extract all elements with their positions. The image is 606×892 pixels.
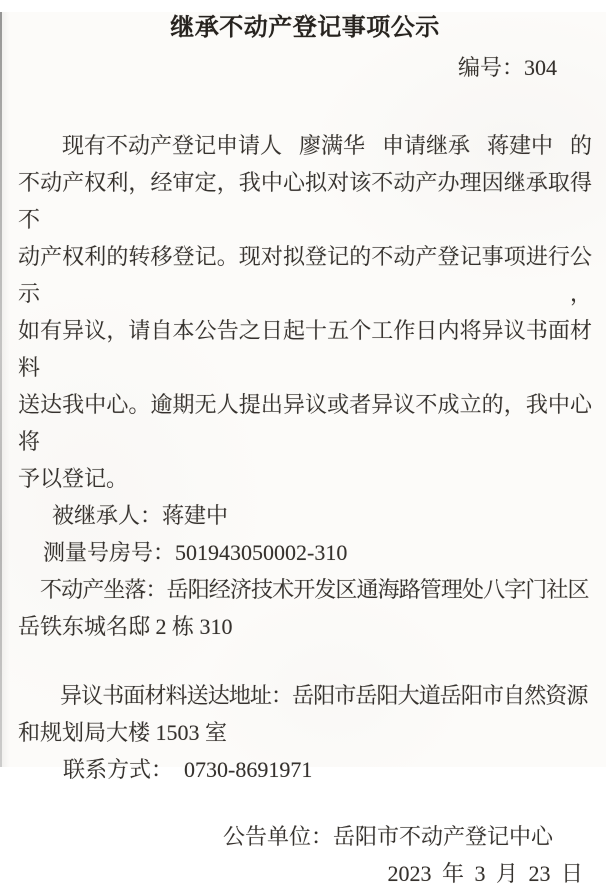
paragraph-line	[18, 127, 592, 164]
paragraph-text: 现有不动产登记申请人	[62, 133, 283, 158]
objection-address-cont: 和规划局大楼 1503 室	[18, 720, 228, 745]
paragraph-text: 的	[569, 133, 592, 158]
objection-address: 异议书面材料送达地址：岳阳市岳阳大道岳阳市自然资源	[60, 683, 588, 708]
field-survey-house-number: 测量号房号：501943050002-310	[43, 540, 348, 565]
notice-page	[0, 12, 606, 886]
paragraph-text: 申请继承	[381, 133, 470, 158]
field-property-location: 不动产坐落：岳阳经济技术开发区通海路管理处八字门社区	[40, 577, 589, 602]
paragraph-line: 送达我中心。逾期无人提出异议或者异议不成立的，我中心将	[18, 392, 592, 454]
issue-date: 2023 年 3 月 23 日	[387, 861, 583, 886]
notice-title: 继承不动产登记事项公示	[170, 14, 440, 41]
field-decedent: 被继承人：蒋建中	[52, 503, 229, 528]
applicant-name: 廖满华	[298, 133, 365, 158]
scan-edge-line	[0, 12, 2, 767]
section-gap	[18, 645, 592, 677]
section-gap	[18, 788, 592, 818]
issuing-unit: 公告单位：岳阳市不动产登记中心	[222, 824, 553, 849]
body-paragraph	[18, 127, 592, 497]
paragraph-line: 动产权利的转移登记。现对拟登记的不动产登记事项进行公示，	[18, 244, 592, 306]
paragraph-line: 予以登记。	[18, 466, 129, 491]
paragraph-line: 不动产权利，经审定，我中心拟对该不动产办理因继承取得不	[18, 170, 592, 232]
doc-number: 编号：304	[457, 55, 557, 80]
field-property-location-cont: 岳铁东城名邸 2 栋 310	[18, 614, 233, 639]
contact-phone: 联系方式： 0730-8691971	[63, 757, 313, 782]
notice-content	[18, 12, 592, 892]
paragraph-line: 如有异议，请自本公告之日起十五个工作日内将异议书面材料	[18, 318, 592, 380]
decedent-name: 蒋建中	[486, 133, 553, 158]
